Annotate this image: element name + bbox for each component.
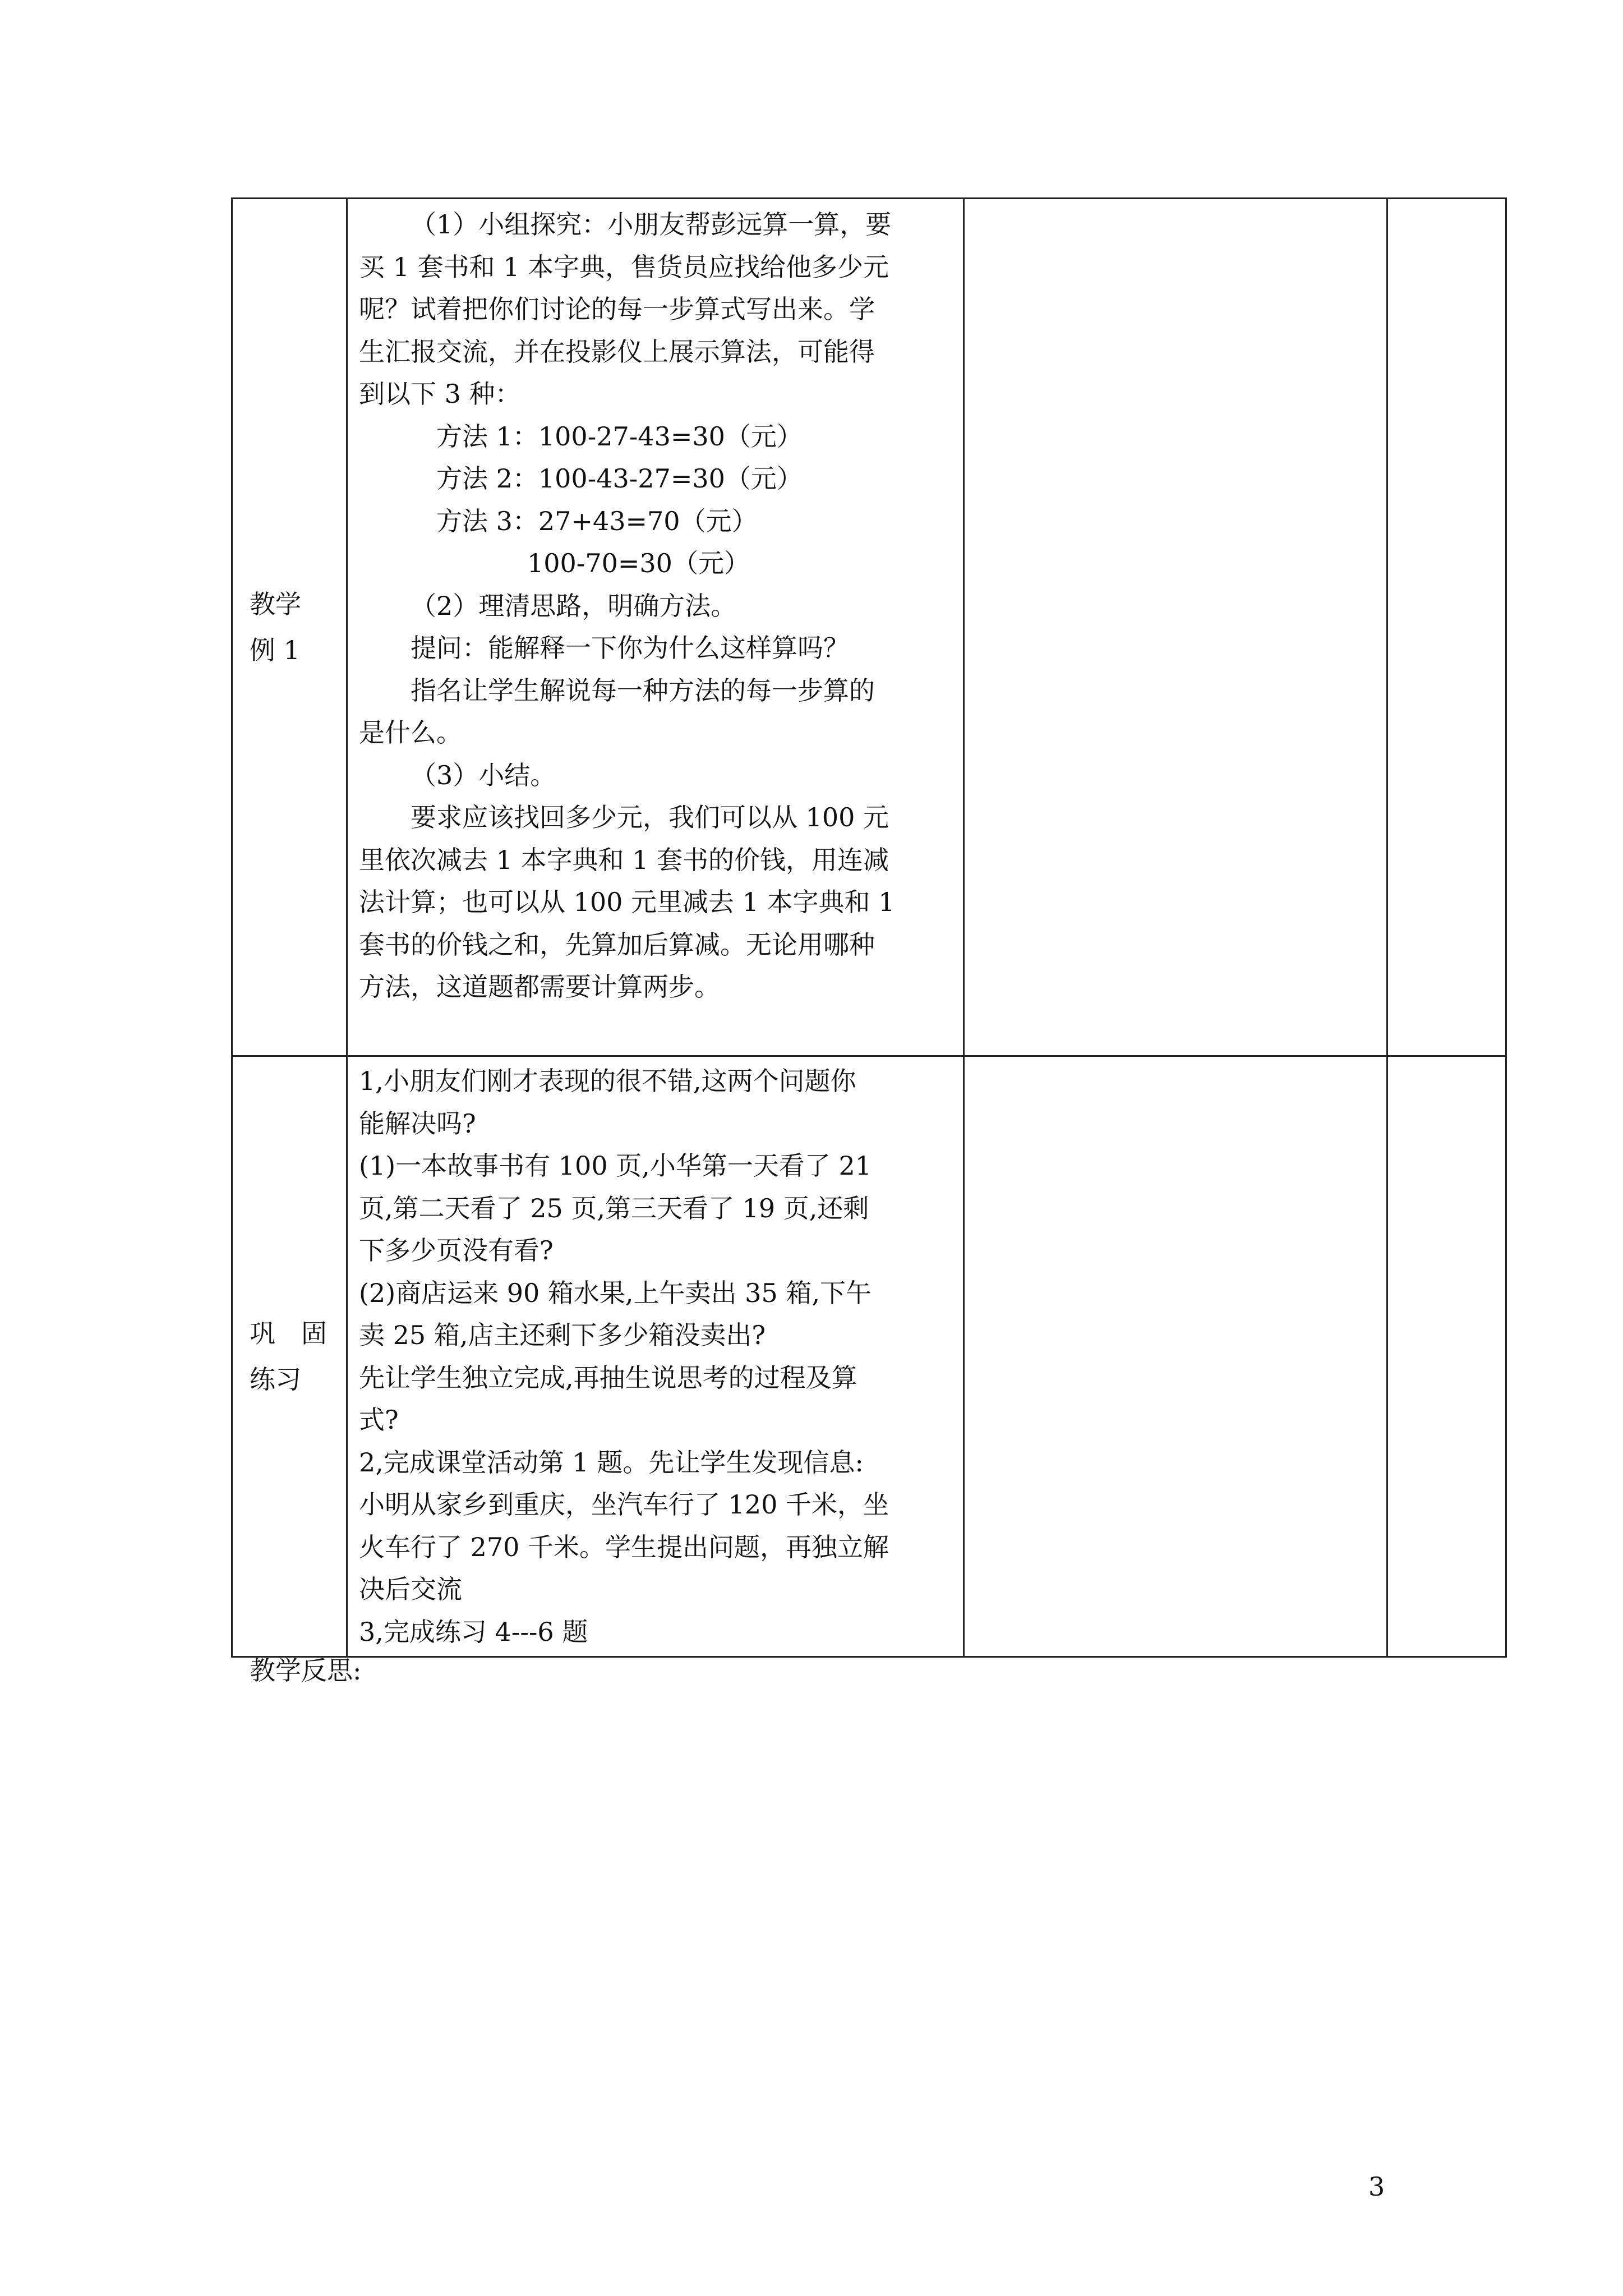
content-line: 方法 1：100-27-43=30（元） xyxy=(436,421,803,452)
content-line: 页,第二天看了 25 页,第三天看了 19 页,还剩 xyxy=(359,1193,869,1223)
table-row-practice xyxy=(232,1056,1506,1657)
content-line: 是什么。 xyxy=(359,717,462,748)
content-line: 提问：能解释一下你为什么这样算吗？ xyxy=(411,633,849,663)
content-line: 能解决吗? xyxy=(359,1108,476,1139)
content-line: 要求应该找回多少元，我们可以从 100 元 xyxy=(411,802,889,832)
empty-cell xyxy=(964,199,1387,1056)
content-line: (1)一本故事书有 100 页,小华第一天看了 21 xyxy=(359,1151,872,1181)
content-line: 买 1 套书和 1 本字典，售货员应找给他多少元 xyxy=(359,251,889,282)
content-line: 小明从家乡到重庆，坐汽车行了 120 千米，坐 xyxy=(359,1489,889,1520)
lesson-plan-table xyxy=(231,197,1507,1658)
empty-cell xyxy=(964,1056,1387,1657)
content-line: 先让学生独立完成,再抽生说思考的过程及算 xyxy=(359,1362,857,1393)
content-line: （3）小结。 xyxy=(411,760,556,790)
content-cell xyxy=(347,1056,964,1657)
content-line: 法计算；也可以从 100 元里减去 1 本字典和 1 xyxy=(359,887,895,917)
row-label-line: 例 1 xyxy=(250,635,300,665)
content-line: 方法，这道题都需要计算两步。 xyxy=(359,972,720,1002)
content-line: 方法 3：27+43=70（元） xyxy=(436,505,758,536)
content-line: 生汇报交流，并在投影仪上展示算法，可能得 xyxy=(359,336,875,367)
content-line: 指名让学生解说每一种方法的每一步算的 xyxy=(411,675,875,706)
content-cell xyxy=(347,199,964,1056)
content-line: 3,完成练习 4---6 题 xyxy=(359,1616,588,1647)
content-line: 下多少页没有看? xyxy=(359,1235,554,1266)
content-line: 100-70=30（元） xyxy=(527,548,750,578)
page-number: 3 xyxy=(1368,2171,1385,2202)
content-line: 卖 25 箱,店主还剩下多少箱没卖出? xyxy=(359,1320,766,1350)
teaching-reflection-label: 教学反思: xyxy=(250,1655,362,1686)
empty-cell xyxy=(1387,199,1506,1056)
row-label-line: 练习 xyxy=(250,1364,301,1395)
table-row-example-1 xyxy=(232,199,1506,1056)
row-label-line: 巩 固 xyxy=(250,1318,327,1349)
content-line: 到以下 3 种： xyxy=(359,379,521,409)
row-label-line: 教学 xyxy=(250,589,301,619)
content-line: 1,小朋友们刚才表现的很不错,这两个问题你 xyxy=(359,1066,856,1096)
content-line: （1）小组探究：小朋友帮彭远算一算，要 xyxy=(411,209,892,240)
content-line: 呢？试着把你们讨论的每一步算式写出来。学 xyxy=(359,294,875,324)
content-line: （2）理清思路，明确方法。 xyxy=(411,590,737,621)
row-label xyxy=(233,581,346,673)
content-line: 火车行了 270 千米。学生提出问题，再独立解 xyxy=(359,1531,889,1562)
content-line: 套书的价钱之和，先算加后算减。无论用哪种 xyxy=(359,929,875,960)
content-line: 决后交流 xyxy=(359,1574,462,1604)
content-text xyxy=(348,199,963,1009)
row-label xyxy=(233,1310,346,1402)
row-label-cell xyxy=(232,199,347,1056)
content-line: 里依次减去 1 本字典和 1 套书的价钱，用连减 xyxy=(359,844,889,875)
content-line: 方法 2：100-43-27=30（元） xyxy=(436,463,803,494)
empty-cell xyxy=(1387,1056,1506,1657)
content-line: (2)商店运来 90 箱水果,上午卖出 35 箱,下午 xyxy=(359,1277,872,1308)
content-text xyxy=(348,1057,963,1653)
content-line: 式? xyxy=(359,1405,399,1435)
content-line: 2,完成课堂活动第 1 题。先让学生发现信息: xyxy=(359,1447,864,1478)
row-label-cell xyxy=(232,1056,347,1657)
